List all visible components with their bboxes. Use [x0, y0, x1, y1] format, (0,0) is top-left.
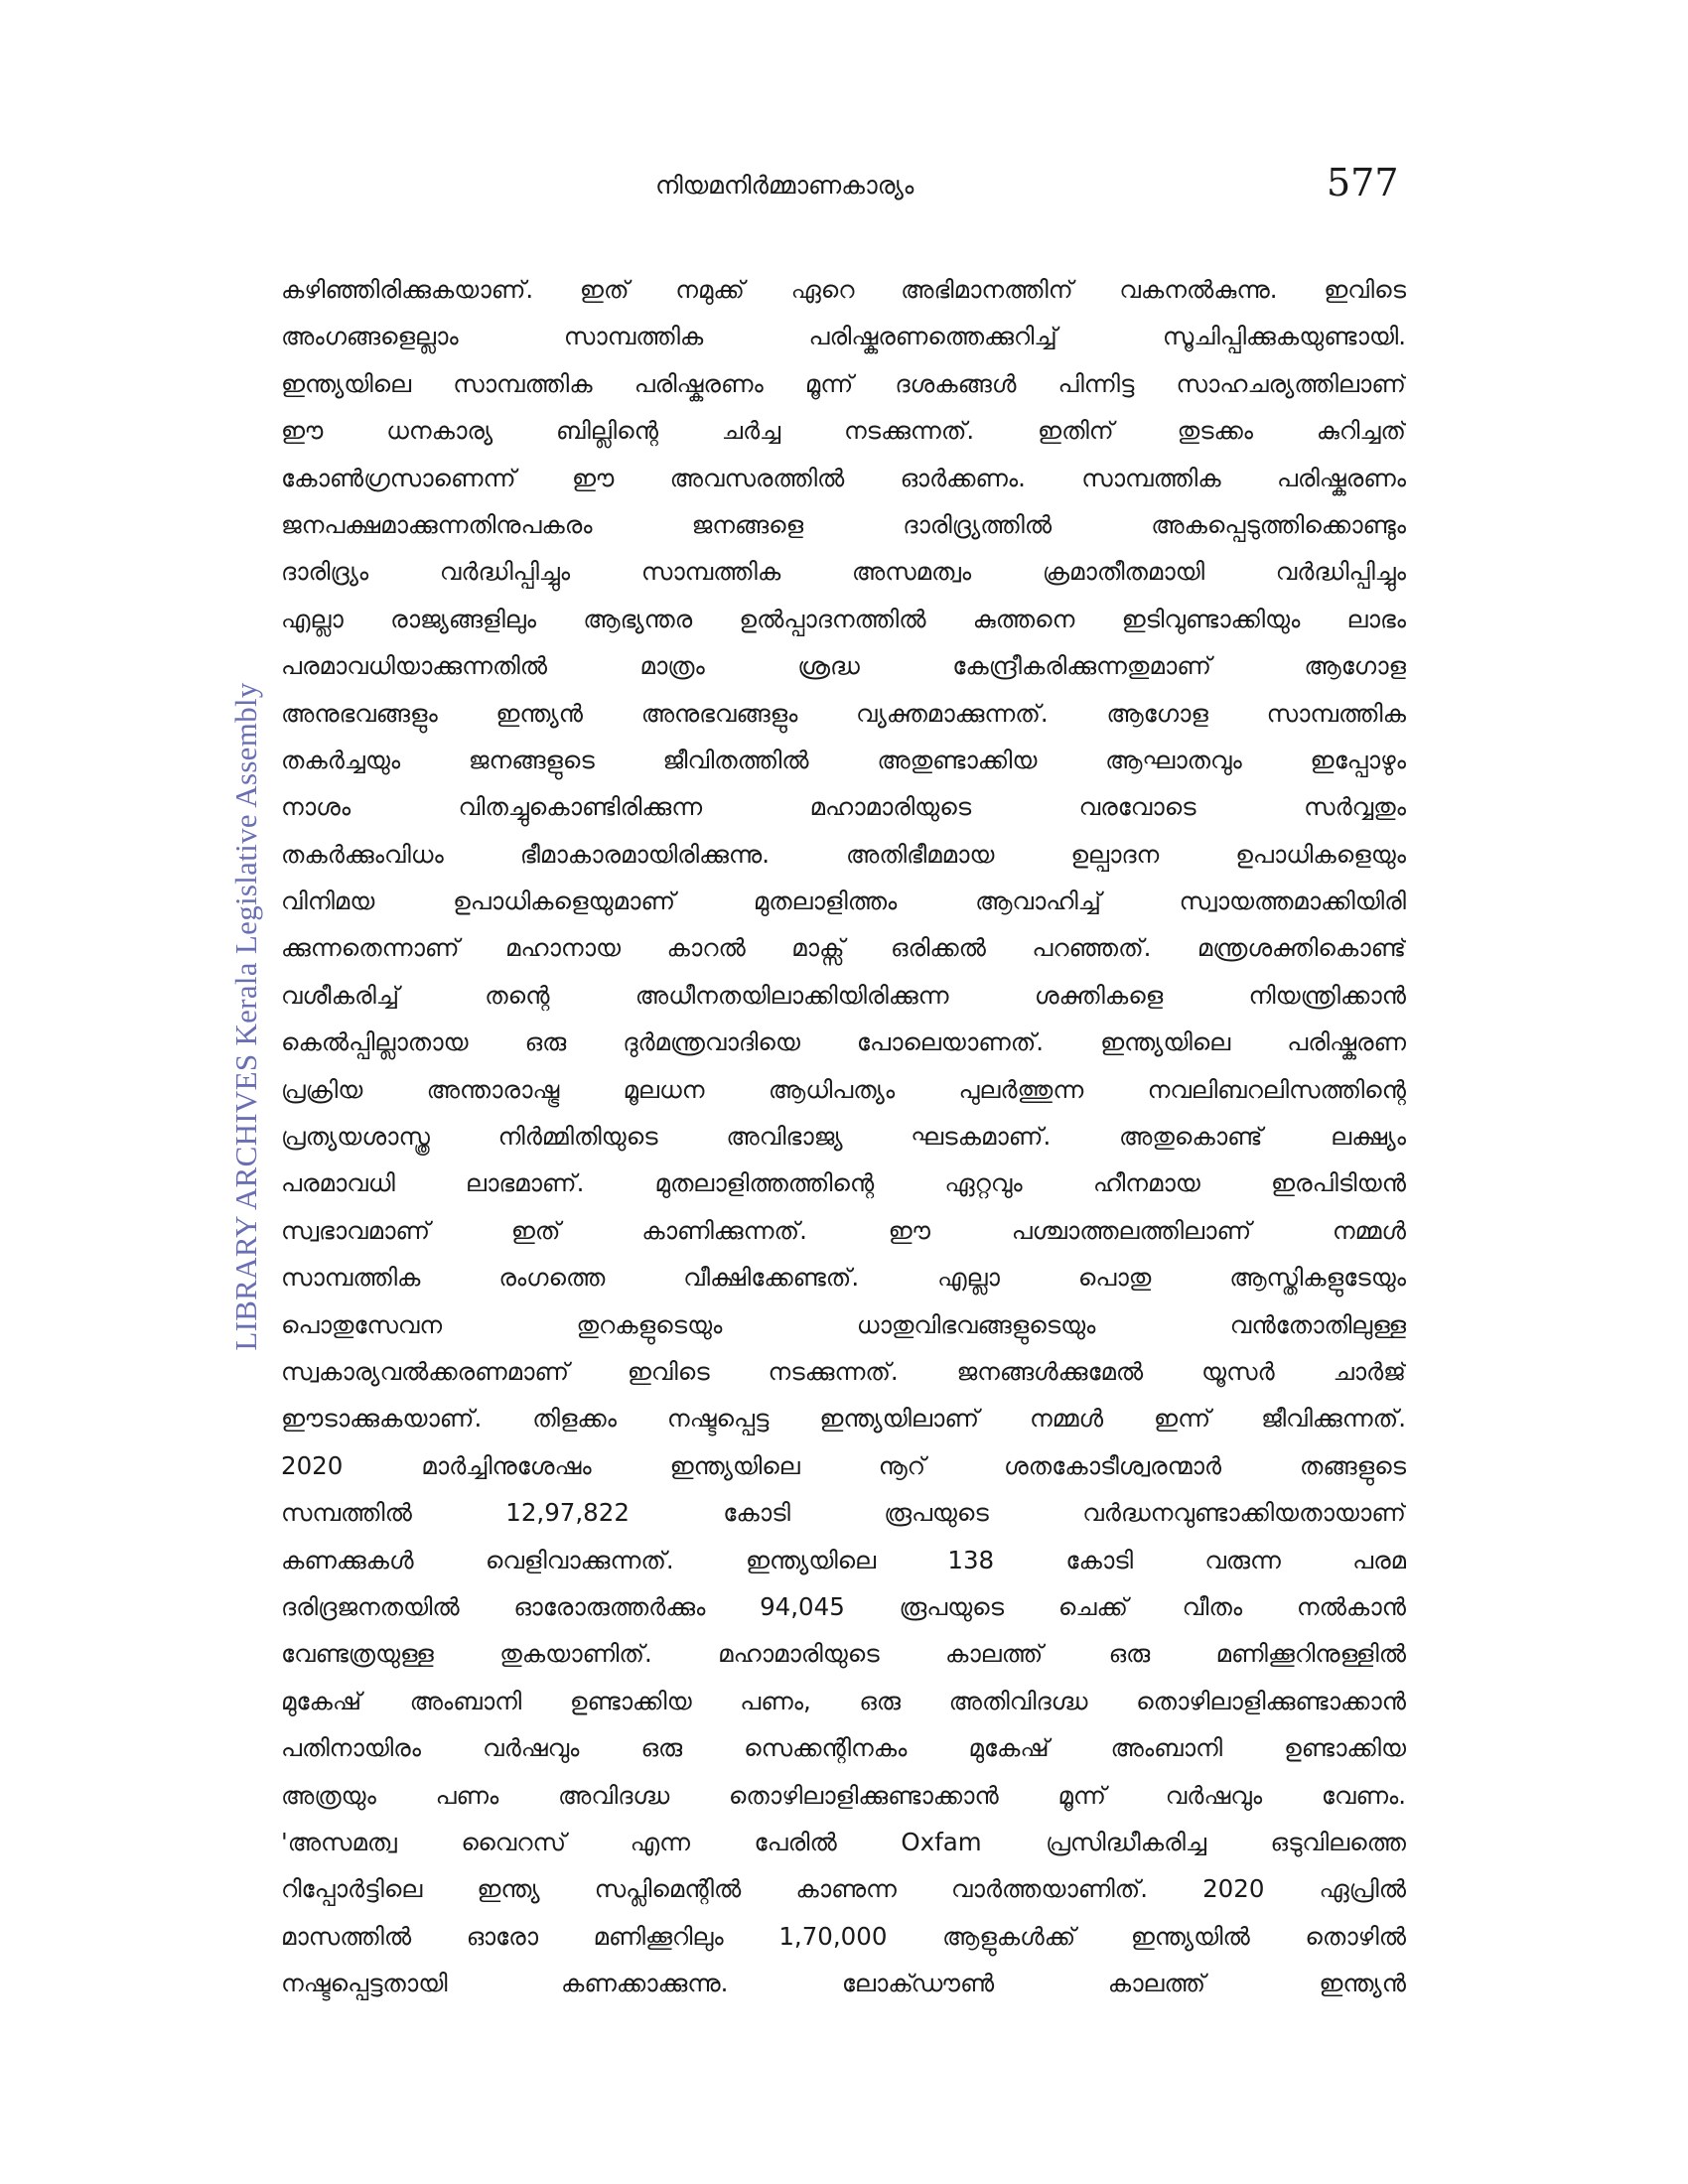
text-line: കഴിഞ്ഞിരിക്കുകയാണ്. ഇത് നമുക്ക് ഏറെ അഭിമാനത്തിന് വകനൽകുന്നു. ഇവിടെ [281, 275, 1406, 304]
text-line: 2020 മാർച്ചിനുശേഷം ഇന്ത്യയിലെ നൂറ് ശതകോടീശ്വരന്മാർ തങ്ങളുടെ [281, 1450, 1406, 1480]
text-line: 'അസമത്വ വൈറസ് എന്ന പേരിൽ Oxfam പ്രസിദ്ധീകരിച്ച ഒടുവിലത്തെ [281, 1827, 1406, 1856]
text-line: ദാരിദ്ര്യം വർദ്ധിപ്പിച്ചും സാമ്പത്തിക അസമത്വം ക്രമാതീതമായി വർദ്ധിപ്പിച്ചും [281, 557, 1406, 587]
text-line: ജനപക്ഷമാക്കുന്നതിനുപകരം ജനങ്ങളെ ദാരിദ്ര്യത്തിൽ അകപ്പെടുത്തിക്കൊണ്ടും [281, 509, 1406, 539]
text-line: മുകേഷ് അംബാനി ഉണ്ടാക്കിയ പണം, ഒരു അതിവിദഗ്ദ്ധ തൊഴിലാളിക്കുണ്ടാക്കാൻ [281, 1686, 1406, 1715]
text-line: നാശം വിതച്ചുകൊണ്ടിരിക്കുന്ന മഹാമാരിയുടെ വരവോടെ സർവ്വതും [281, 792, 1406, 822]
text-line: ഇന്ത്യയിലെ സാമ്പത്തിക പരിഷ്കരണം മൂന്ന് ദശകങ്ങൾ പിന്നിട്ട സാഹചര്യത്തിലാണ് [281, 368, 1406, 398]
text-line: സാമ്പത്തിക രംഗത്തെ വീക്ഷിക്കേണ്ടത്. എല്ലാ പൊതു ആസ്തികളുടേയും [281, 1263, 1406, 1293]
text-line: പരമാവധിയാക്കുന്നതിൽ മാത്രം ശ്രദ്ധ കേന്ദ്രീകരിക്കുന്നതുമാണ് ആഗോള [281, 651, 1406, 681]
text-line: ഈ ധനകാര്യ ബില്ലിന്റെ ചർച്ച നടക്കുന്നത്. ഇതിന് തുടക്കം കുറിച്ചത് [281, 416, 1406, 446]
text-line: അനുഭവങ്ങളും ഇന്ത്യൻ അനുഭവങ്ങളും വ്യക്തമാക്കുന്നത്. ആഗോള സാമ്പത്തിക [281, 698, 1406, 728]
text-line: കോൺഗ്രസാണെന്ന് ഈ അവസരത്തിൽ ഓർക്കണം. സാമ്പത്തിക പരിഷ്കരണം [281, 463, 1406, 492]
text-line: സ്വഭാവമാണ് ഇത് കാണിക്കുന്നത്. ഈ പശ്ചാത്തലത്തിലാണ് നമ്മൾ [281, 1215, 1406, 1245]
text-line: ഈടാക്കുകയാണ്. തിളക്കം നഷ്ടപ്പെട്ട ഇന്ത്യയിലാണ് നമ്മൾ ഇന്ന് ജീവിക്കുന്നത്. [281, 1404, 1406, 1433]
text-line: പരമാവധി ലാഭമാണ്. മുതലാളിത്തത്തിന്റെ ഏറ്റവും ഹീനമായ ഇരപിടിയൻ [281, 1168, 1406, 1198]
text-line: വിനിമയ ഉപാധികളെയുമാണ് മുതലാളിത്തം ആവാഹിച്ച് സ്വായത്തമാക്കിയിരി [281, 887, 1406, 916]
text-line: ക്കുന്നതെന്നാണ് മഹാനായ കാറൽ മാക്സ് ഒരിക്കൽ പറഞ്ഞത്. മന്ത്രശക്തികൊണ്ട് [281, 933, 1406, 963]
text-line: ദരിദ്രജനതയിൽ ഓരോരുത്തർക്കും 94,045 രൂപയുടെ ചെക്ക് വീതം നൽകാൻ [281, 1591, 1406, 1621]
text-line: സ്വകാര്യവൽക്കരണമാണ് ഇവിടെ നടക്കുന്നത്. ജനങ്ങൾക്കുമേൽ യൂസർ ചാർജ് [281, 1356, 1406, 1386]
text-line: അത്രയും പണം അവിദഗ്ദ്ധ തൊഴിലാളിക്കുണ്ടാക്കാൻ മൂന്ന് വർഷവും വേണം. [281, 1780, 1406, 1810]
text-line: തകർക്കുംവിധം ഭീമാകാരമായിരിക്കുന്നു. അതിഭീമമായ ഉല്പാദന ഉപാധികളെയും [281, 839, 1406, 869]
text-line: വേണ്ടത്രയുള്ള തുകയാണിത്. മഹാമാരിയുടെ കാലത്ത് ഒരു മണിക്കൂറിനുള്ളിൽ [281, 1639, 1406, 1669]
text-line: റിപ്പോർട്ടിലെ ഇന്ത്യ സപ്ലിമെന്റിൽ കാണുന്ന വാർത്തയാണിത്. 2020 ഏപ്രിൽ [281, 1874, 1406, 1904]
text-line: അംഗങ്ങളെല്ലാം സാമ്പത്തിക പരിഷ്കരണത്തെക്കുറിച്ച് സൂചിപ്പിക്കുകയുണ്ടായി. [281, 322, 1406, 351]
watermark-text: LIBRARY ARCHIVES Kerala Legislative Assembly [228, 682, 263, 1351]
page-number: 577 [1327, 161, 1399, 205]
text-line: നഷ്ടപ്പെട്ടതായി കണക്കാക്കുന്നു. ലോക്ഡൗൺ കാലത്ത് ഇന്ത്യൻ [281, 1969, 1406, 1998]
text-line: കണക്കുകൾ വെളിവാക്കുന്നത്. ഇന്ത്യയിലെ 138 കോടി വരുന്ന പരമ [281, 1545, 1406, 1574]
text-line: സമ്പത്തിൽ 12,97,822 കോടി രൂപയുടെ വർദ്ധനവുണ്ടാക്കിയതായാണ് [281, 1498, 1406, 1528]
text-line: തകർച്ചയും ജനങ്ങളുടെ ജീവിതത്തിൽ അതുണ്ടാക്കിയ ആഘാതവും ഇപ്പോഴും [281, 745, 1406, 774]
text-line: കെൽപ്പില്ലാതായ ഒരു ദുർമന്ത്രവാദിയെ പോലെയാണത്. ഇന്ത്യയിലെ പരിഷ്കരണ [281, 1027, 1406, 1057]
text-line: പ്രക്രിയ അന്താരാഷ്ട്ര മൂലധന ആധിപത്യം പുലർത്തുന്ന നവലിബറലിസത്തിന്റെ [281, 1074, 1406, 1104]
text-line: പൊതുസേവന തുറകളുടെയും ധാതുവിഭവങ്ങളുടെയും വൻതോതിലുള്ള [281, 1309, 1406, 1339]
text-line: പതിനായിരം വർഷവും ഒരു സെക്കന്റിനകം മുകേഷ് അംബാനി ഉണ്ടാക്കിയ [281, 1733, 1406, 1763]
text-line: പ്രത്യയശാസ്ത്ര നിർമ്മിതിയുടെ അവിഭാജ്യ ഘടകമാണ്. അതുകൊണ്ട് ലക്ഷ്യം [281, 1122, 1406, 1152]
body-text [281, 266, 1406, 2006]
text-line: വശീകരിച്ച് തന്റെ അധീനതയിലാക്കിയിരിക്കുന്ന ശക്തികളെ നിയന്ത്രിക്കാൻ [281, 980, 1406, 1010]
text-line: മാസത്തിൽ ഓരോ മണിക്കൂറിലും 1,70,000 ആളുകൾക്ക് ഇന്ത്യയിൽ തൊഴിൽ [281, 1921, 1406, 1951]
text-line: എല്ലാ രാജ്യങ്ങളിലും ആഭ്യന്തര ഉൽപ്പാദനത്തിൽ കുത്തനെ ഇടിവുണ്ടാക്കിയും ലാഭം [281, 604, 1406, 633]
running-title: നിയമനിർമ്മാണകാര്യം [655, 171, 914, 200]
